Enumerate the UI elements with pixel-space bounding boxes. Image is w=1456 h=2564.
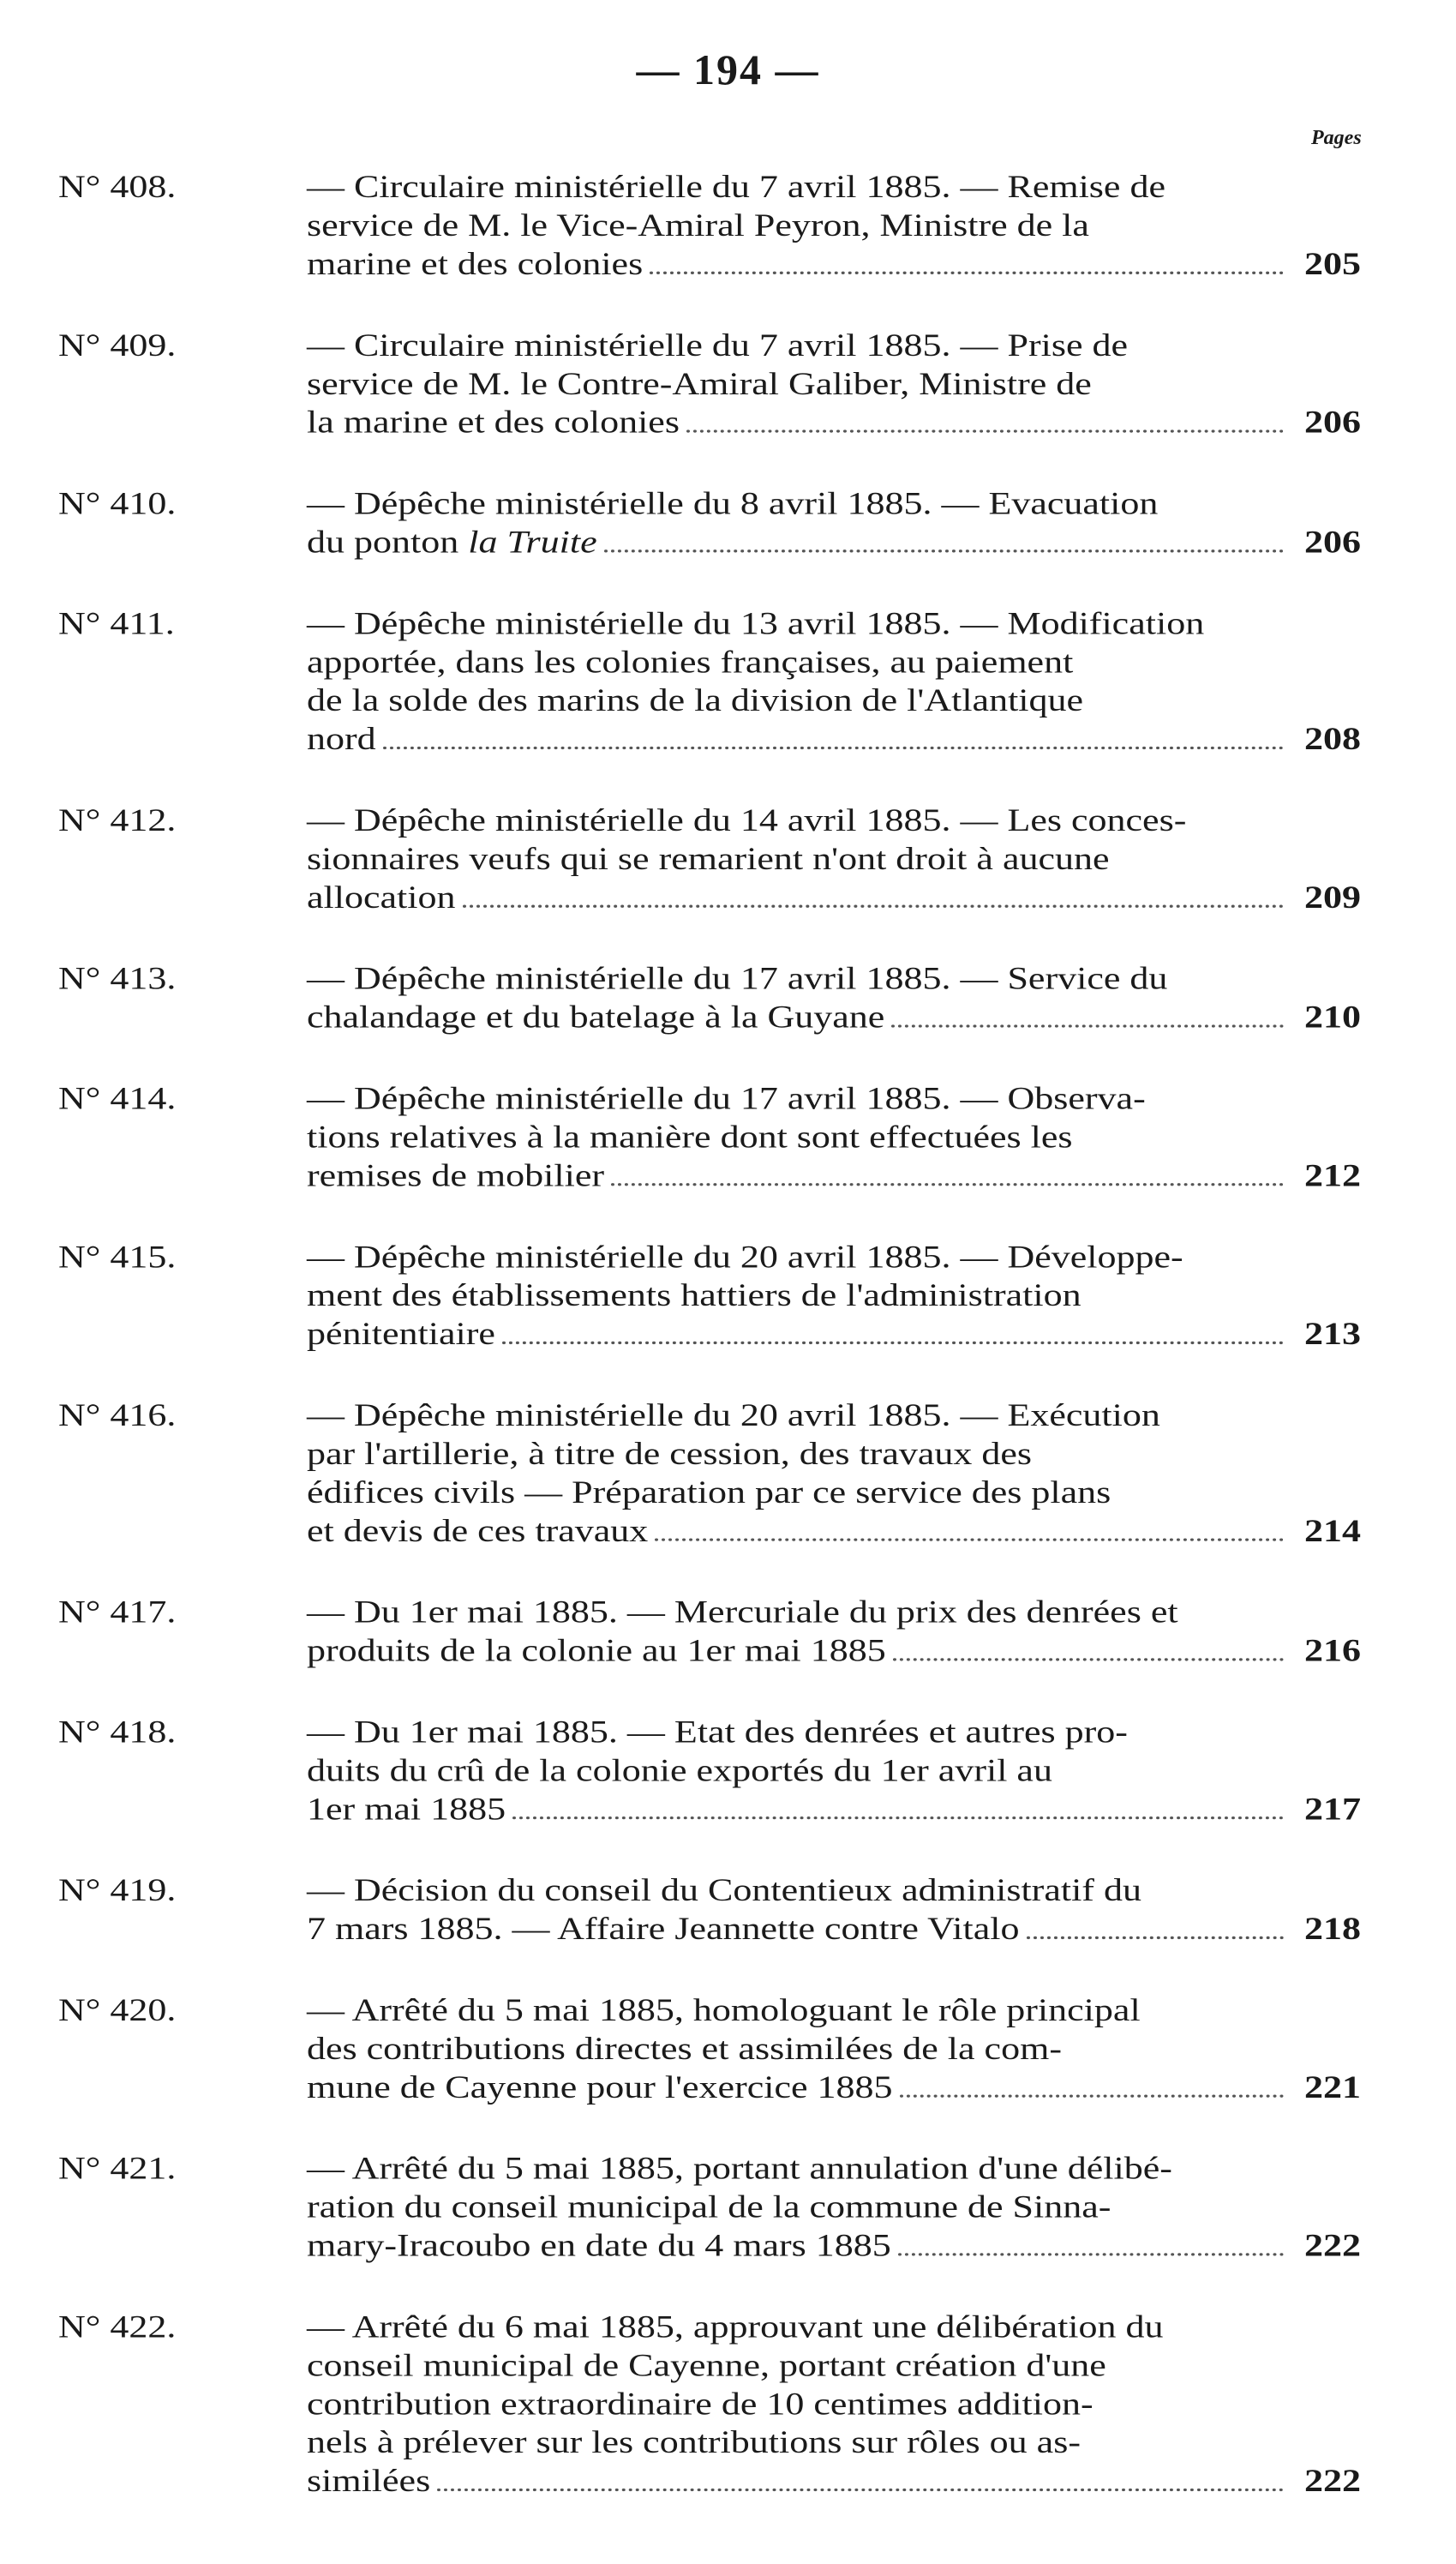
page-number: 218 — [1304, 1911, 1361, 1947]
entry-number: N° 416. — [58, 1397, 177, 1433]
entry-text — [307, 1079, 1361, 1195]
dot-leader — [512, 1816, 1284, 1819]
toc-entry — [58, 2150, 1361, 2266]
entry-line: ration du conseil municipal de la commune de Sinna- — [307, 2189, 1111, 2225]
entry-last-line — [307, 245, 1361, 284]
toc-entry — [58, 1079, 1361, 1195]
page-number: 221 — [1304, 2069, 1361, 2105]
page-header: — 194 — — [636, 45, 820, 93]
toc-entry — [58, 1396, 1361, 1551]
entry-number: N° 419. — [58, 1872, 177, 1908]
dot-leader — [611, 1183, 1284, 1186]
entry-line: allocation — [307, 880, 456, 916]
dot-leader — [655, 1538, 1284, 1540]
toc-entry — [58, 960, 1361, 1037]
entry-line: mary-Iracoubo en date du 4 mars 1885 — [307, 2228, 891, 2263]
toc-entry — [58, 802, 1361, 917]
entry-last-line — [307, 1156, 1361, 1195]
entry-last-line — [307, 2069, 1361, 2107]
entry-line: 7 mars 1885. — Affaire Jeannette contre Vitalo — [307, 1911, 1020, 1947]
dot-leader — [463, 905, 1285, 908]
entry-line: — Arrêté du 6 mai 1885, approuvant une délibération du — [307, 2309, 1164, 2345]
entry-line-prefix: du ponton — [307, 525, 469, 560]
entry-line: — Circulaire ministérielle du 7 avril 1885. — Remise de — [307, 169, 1165, 205]
entry-line: — Arrêté du 5 mai 1885, portant annulation d'une délibé- — [307, 2151, 1172, 2187]
entry-text — [307, 604, 1361, 759]
entry-line: service de M. le Contre-Amiral Galiber, Ministre de — [307, 366, 1092, 402]
entry-number: N° 411. — [58, 605, 175, 641]
entry-last-line — [307, 1910, 1361, 1949]
entry-last-line — [307, 879, 1361, 917]
entry-number: N° 415. — [58, 1239, 177, 1275]
toc-entry — [58, 1991, 1361, 2107]
entry-last-line — [307, 1315, 1361, 1354]
entry-last-line — [307, 404, 1361, 442]
entry-line: duits du crû de la colonie exportés du 1er avril au — [307, 1752, 1052, 1788]
toc-entry — [58, 327, 1361, 442]
entry-text — [307, 1594, 1361, 1671]
page-number: 213 — [1304, 1316, 1361, 1352]
page-number: 206 — [1304, 525, 1361, 560]
entry-line: — Dépêche ministérielle du 20 avril 1885. — Développe- — [307, 1239, 1183, 1275]
dot-leader — [898, 2253, 1284, 2255]
dot-leader — [383, 747, 1284, 749]
entry-last-line — [307, 523, 1361, 561]
page-number: 214 — [1304, 1513, 1361, 1549]
entry-last-line — [307, 720, 1361, 759]
entry-last-line — [307, 1512, 1361, 1551]
toc-entry — [58, 484, 1361, 561]
entry-line: et devis de ces travaux — [307, 1513, 649, 1549]
dot-leader — [502, 1342, 1284, 1344]
toc-entry — [58, 1871, 1361, 1949]
entry-line: la marine et des colonies — [307, 405, 680, 441]
dot-leader — [1027, 1937, 1285, 1939]
entry-text — [307, 168, 1361, 284]
entry-line: — Dépêche ministérielle du 17 avril 1885. — Service du — [307, 961, 1168, 997]
page-number: 222 — [1304, 2228, 1361, 2263]
entry-line: produits de la colonie au 1er mai 1885 — [307, 1633, 886, 1668]
entry-line: — Arrêté du 5 mai 1885, homologuant le rôle principal — [307, 1992, 1141, 2028]
entry-number: N° 413. — [58, 961, 177, 997]
entry-number: N° 418. — [58, 1714, 177, 1750]
dot-leader — [893, 1658, 1284, 1660]
entry-number: N° 421. — [58, 2151, 177, 2187]
table-of-contents — [58, 168, 1361, 2543]
page-number: 209 — [1304, 880, 1361, 916]
entry-number: N° 409. — [58, 327, 177, 363]
entry-number: N° 417. — [58, 1594, 177, 1630]
entry-line: — Décision du conseil du Contentieux administratif du — [307, 1872, 1141, 1908]
entry-line: — Dépêche ministérielle du 17 avril 1885. — Observa- — [307, 1081, 1146, 1116]
dot-leader — [686, 429, 1284, 432]
entry-line: de la solde des marins de la division de l'Atlantique — [307, 682, 1084, 718]
entry-number: N° 410. — [58, 486, 177, 521]
entry-text — [307, 1713, 1361, 1828]
entry-line: — Circulaire ministérielle du 7 avril 1885. — Prise de — [307, 327, 1129, 363]
entry-last-line — [307, 2226, 1361, 2265]
toc-entry — [58, 1713, 1361, 1828]
entry-line: nord — [307, 721, 376, 757]
entry-line: — Du 1er mai 1885. — Etat des denrées et autres pro- — [307, 1714, 1128, 1750]
entry-line: remises de mobilier — [307, 1157, 605, 1193]
entry-number: N° 420. — [58, 1992, 177, 2028]
page-number: 222 — [1304, 2463, 1361, 2499]
entry-number: N° 414. — [58, 1081, 177, 1116]
dot-leader — [900, 2095, 1284, 2098]
entry-line: ment des établissements hattiers de l'administration — [307, 1277, 1082, 1313]
entry-text — [307, 327, 1361, 442]
entry-text — [307, 1238, 1361, 1354]
entry-line: tions relatives à la manière dont sont effectuées les — [307, 1120, 1073, 1155]
entry-number: N° 412. — [58, 802, 177, 838]
entry-line: chalandage et du batelage à la Guyane — [307, 1000, 885, 1036]
entry-last-line — [307, 999, 1361, 1037]
entry-line: service de M. le Vice-Amiral Peyron, Ministre de la — [307, 207, 1089, 243]
entry-line: similées — [307, 2463, 431, 2499]
entry-last-line — [307, 2462, 1361, 2501]
page-number: 212 — [1304, 1157, 1361, 1193]
entry-last-line — [307, 1631, 1361, 1670]
entry-number: N° 408. — [58, 169, 177, 205]
dot-leader — [437, 2489, 1284, 2491]
entry-line: nels à prélever sur les contributions sur rôles ou as- — [307, 2424, 1081, 2460]
entry-text — [307, 484, 1361, 561]
page-number: 208 — [1304, 721, 1361, 757]
entry-line: conseil municipal de Cayenne, portant création d'une — [307, 2347, 1106, 2383]
entry-line: apportée, dans les colonies françaises, au paiement — [307, 644, 1074, 680]
entry-line: — Dépêche ministérielle du 8 avril 1885. — Evacuation — [307, 486, 1159, 521]
entry-line: édifices civils — Préparation par ce service des plans — [307, 1474, 1111, 1510]
entry-line: pénitentiaire — [307, 1316, 495, 1352]
toc-entry — [58, 1238, 1361, 1354]
entry-number: N° 422. — [58, 2309, 177, 2345]
page-number: 217 — [1304, 1791, 1361, 1827]
entry-line: par l'artillerie, à titre de cession, des travaux des — [307, 1436, 1033, 1472]
toc-entry — [58, 1594, 1361, 1671]
entry-text — [307, 802, 1361, 917]
entry-line: sionnaires veufs qui se remarient n'ont droit à aucune — [307, 841, 1110, 877]
toc-entry — [58, 168, 1361, 284]
entry-line: — Dépêche ministérielle du 20 avril 1885. — Exécution — [307, 1397, 1160, 1433]
dot-leader — [604, 549, 1284, 552]
entry-text — [307, 2150, 1361, 2266]
page-number: 210 — [1304, 1000, 1361, 1036]
toc-entry — [58, 2308, 1361, 2501]
entry-line: contribution extraordinaire de 10 centimes addition- — [307, 2386, 1093, 2422]
ship-name: la Truite — [468, 525, 597, 560]
dot-leader — [650, 272, 1284, 274]
entry-text — [307, 960, 1361, 1037]
entry-line: des contributions directes et assimilées de la com- — [307, 2031, 1062, 2067]
entry-line: — Du 1er mai 1885. — Mercuriale du prix des denrées et — [307, 1594, 1178, 1630]
page-number: 205 — [1304, 246, 1361, 282]
toc-entry — [58, 604, 1361, 759]
page-number: 216 — [1304, 1633, 1361, 1668]
dot-leader — [891, 1024, 1284, 1027]
pages-column-label: Pages — [1311, 127, 1362, 149]
entry-line — [307, 523, 597, 561]
entry-text — [307, 2308, 1361, 2501]
entry-last-line — [307, 1790, 1361, 1828]
entry-line: 1er mai 1885 — [307, 1791, 506, 1827]
entry-line: mune de Cayenne pour l'exercice 1885 — [307, 2069, 893, 2105]
page-number: 206 — [1304, 405, 1361, 441]
entry-text — [307, 1396, 1361, 1551]
entry-line: marine et des colonies — [307, 246, 644, 282]
entry-text — [307, 1871, 1361, 1949]
entry-line: — Dépêche ministérielle du 14 avril 1885. — Les conces- — [307, 802, 1187, 838]
entry-text — [307, 1991, 1361, 2107]
entry-line: — Dépêche ministérielle du 13 avril 1885. — Modification — [307, 605, 1205, 641]
